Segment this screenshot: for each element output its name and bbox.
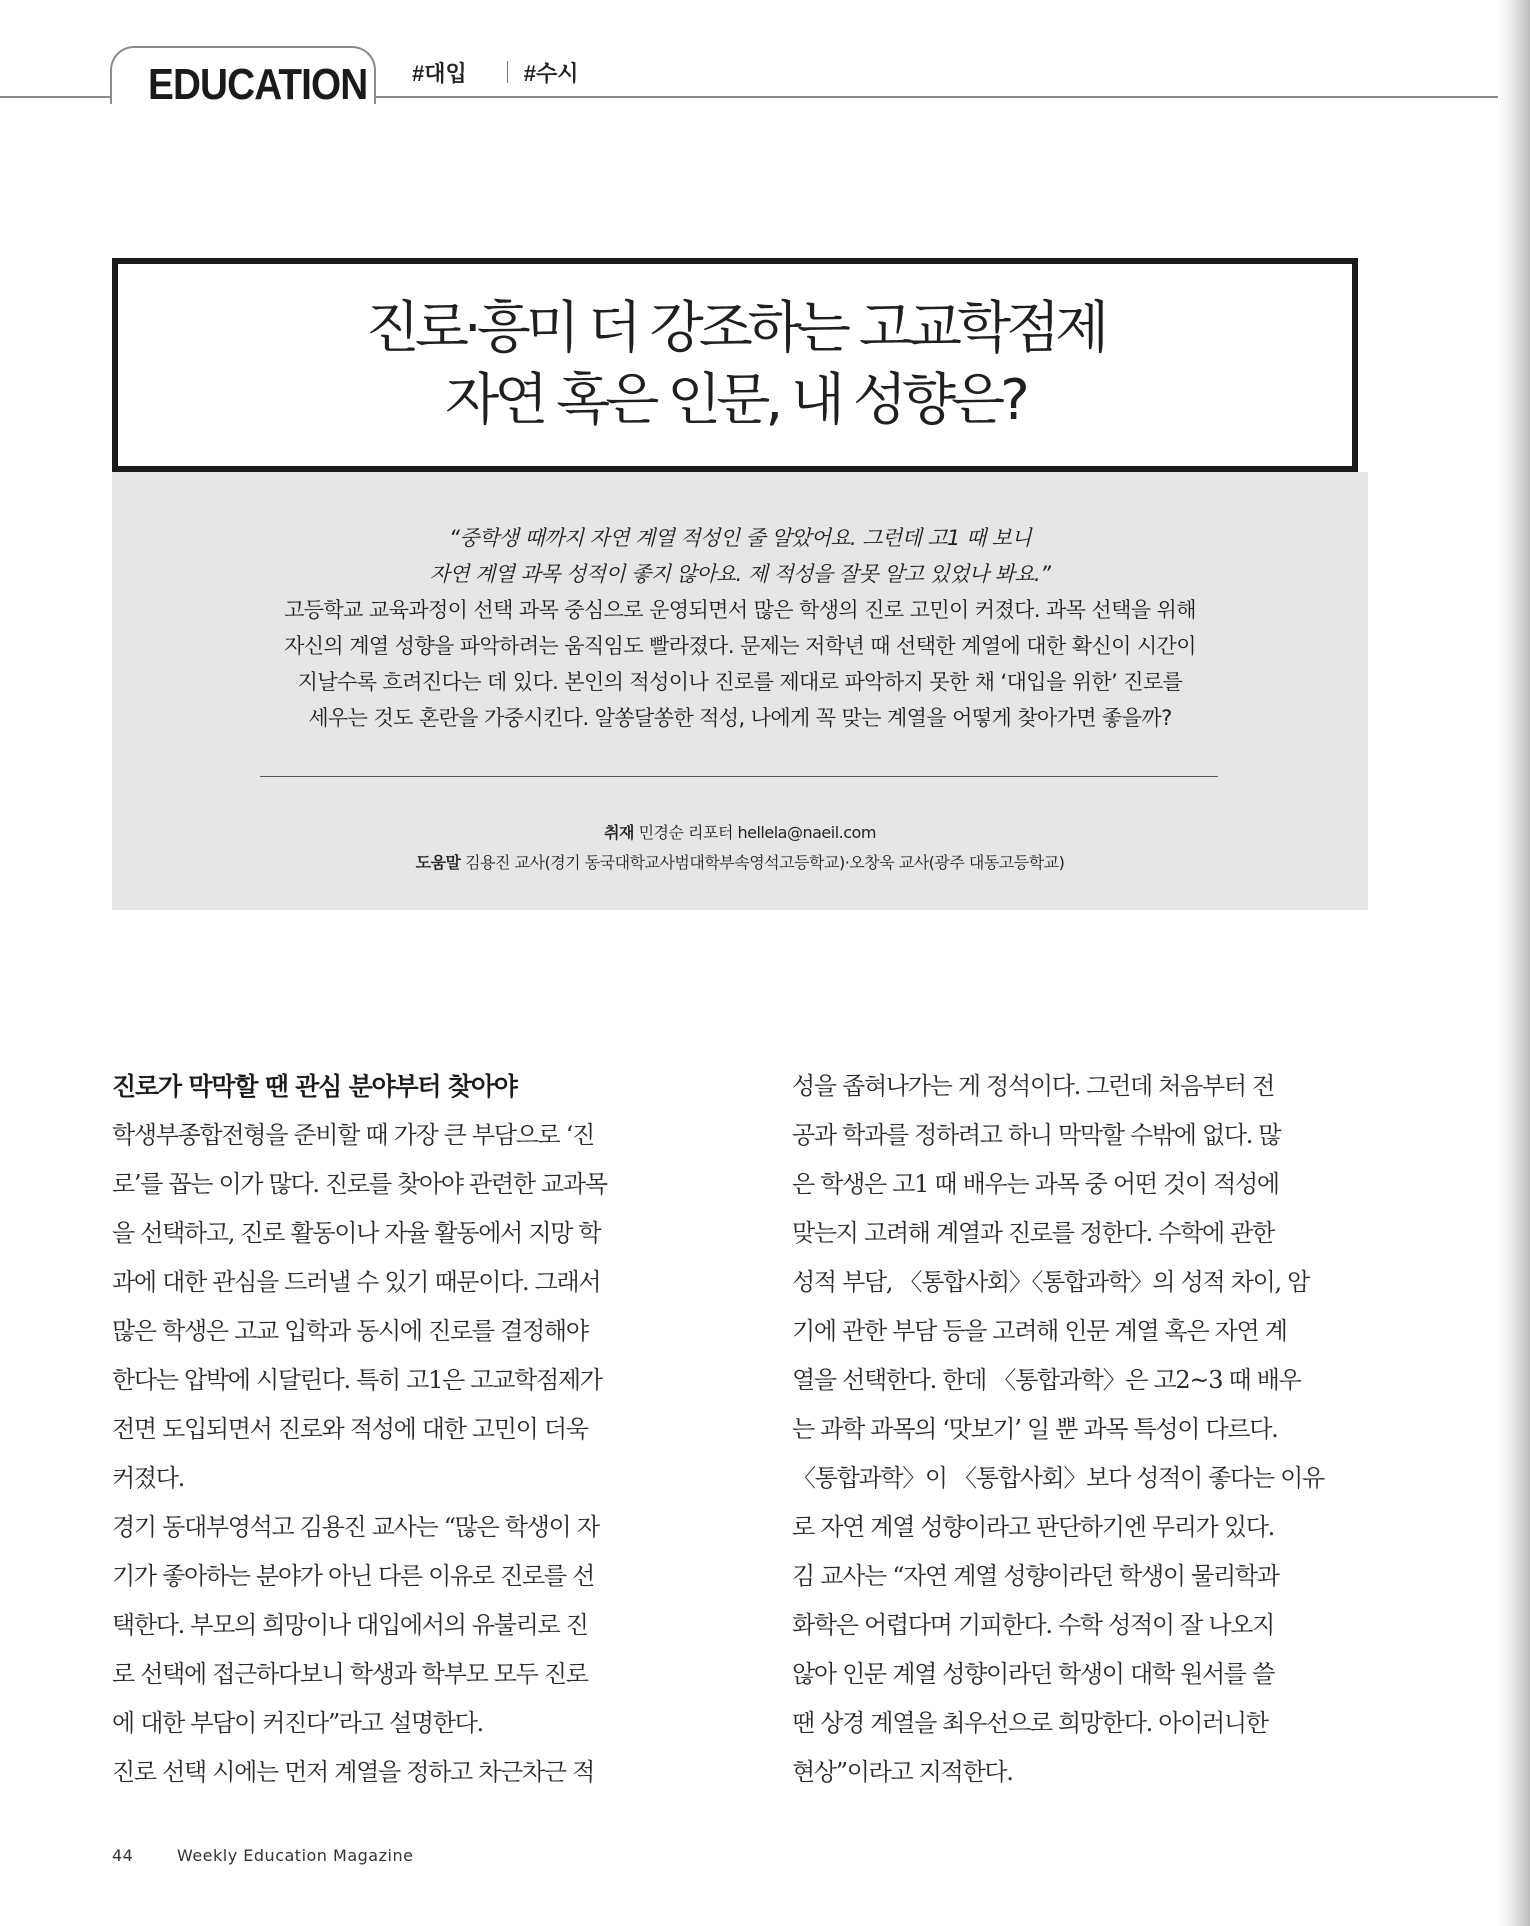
- body-line: 커졌다.: [112, 1464, 184, 1492]
- credit-help: 김용진 교사(경기 동국대학교사범대학부속영석고등학교)·오창욱 교사(광주 대동고등학교): [465, 853, 1065, 872]
- article-column-left: [112, 1062, 702, 1797]
- body-line: 않아 인문 계열 성향이라던 학생이 대학 원서를 쓸: [792, 1660, 1274, 1688]
- body-line: 화학은 어렵다며 기피한다. 수학 성적이 잘 나오지: [792, 1611, 1274, 1639]
- body-line: 은 학생은 고1 때 배우는 과목 중 어떤 것이 적성에: [792, 1170, 1279, 1198]
- body-line: 열을 선택한다. 한데 〈통합과학〉은 고2~3 때 배우: [792, 1366, 1301, 1394]
- page-edge-shadow: [1498, 0, 1530, 1926]
- page-footer: [112, 1846, 413, 1865]
- headline-box: [112, 258, 1358, 472]
- section-label: EDUCATION: [148, 60, 368, 109]
- lead-quote-line: 자연 계열 과목 성적이 좋지 않아요. 제 적성을 잘못 알고 있었나 봐요.”: [429, 562, 1051, 586]
- lead-body-line: 세우는 것도 혼란을 가중시킨다. 알쏭달쏭한 적성, 나에게 꼭 맞는 계열을 어떻게 찾아가면 좋을까?: [308, 706, 1172, 730]
- article-column-right: [792, 1062, 1382, 1797]
- body-line: 학생부종합전형을 준비할 때 가장 큰 부담으로 ‘진: [112, 1121, 594, 1149]
- credits: [112, 818, 1368, 878]
- credit-help-line: [112, 848, 1368, 878]
- tag-early-admission[interactable]: #수시: [523, 60, 579, 86]
- credit-help-label: 도움말: [415, 853, 461, 872]
- credit-reporter-line: [112, 818, 1368, 848]
- tag-admission[interactable]: #대입: [412, 60, 467, 86]
- magazine-name: Weekly Education Magazine: [176, 1846, 414, 1865]
- body-line: 과에 대한 관심을 드러낼 수 있기 때문이다. 그래서: [112, 1268, 601, 1296]
- body-line: 성적 부담, 〈통합사회〉〈통합과학〉의 성적 차이, 암: [792, 1268, 1310, 1296]
- body-line: 택한다. 부모의 희망이나 대입에서의 유불리로 진: [112, 1611, 588, 1639]
- lead-text: [112, 520, 1368, 736]
- headline-line-2: 자연 혹은 인문, 내 성향은?: [445, 368, 1025, 433]
- body-line: 성을 좁혀나가는 게 정석이다. 그런데 처음부터 전: [792, 1072, 1274, 1100]
- body-line: 로 자연 계열 성향이라고 판단하기엔 무리가 있다.: [792, 1513, 1274, 1541]
- body-line: 는 과학 과목의 ‘맛보기’ 일 뿐 과목 특성이 다르다.: [792, 1415, 1278, 1443]
- body-line: 을 선택하고, 진로 활동이나 자율 활동에서 지망 학: [112, 1219, 601, 1247]
- body-line: 공과 학과를 정하려고 하니 막막할 수밖에 없다. 많: [792, 1121, 1281, 1149]
- body-line: 맞는지 고려해 계열과 진로를 정한다. 수학에 관한: [792, 1219, 1274, 1247]
- body-line: 로’를 꼽는 이가 많다. 진로를 찾아야 관련한 교과목: [112, 1170, 607, 1198]
- body-line: 현상”이라고 지적한다.: [792, 1758, 1013, 1786]
- body-line: 많은 학생은 고교 입학과 동시에 진로를 결정해야: [112, 1317, 588, 1345]
- page-number: 44: [112, 1846, 134, 1865]
- lead-body-line: 지날수록 흐려진다는 데 있다. 본인의 적성이나 진로를 제대로 파악하지 못한 채 ‘대입을 위한’ 진로를: [297, 670, 1183, 694]
- lead-body-line: 고등학교 교육과정이 선택 과목 중심으로 운영되면서 많은 학생의 진로 고민이 커졌다. 과목 선택을 위해: [284, 598, 1196, 622]
- body-line: 에 대한 부담이 커진다”라고 설명한다.: [112, 1709, 483, 1737]
- lead-box: [112, 472, 1368, 910]
- body-line: 땐 상경 계열을 최우선으로 희망한다. 아이러니한: [792, 1709, 1268, 1737]
- body-line: 기가 좋아하는 분야가 아닌 다른 이유로 진로를 선: [112, 1562, 594, 1590]
- section-tab: [110, 46, 376, 109]
- lead-divider: [260, 776, 1218, 777]
- body-line: 〈통합과학〉이 〈통합사회〉보다 성적이 좋다는 이유: [792, 1464, 1324, 1492]
- body-line: 진로 선택 시에는 먼저 계열을 정하고 차근차근 적: [112, 1758, 594, 1786]
- article-subheading: 진로가 막막할 땐 관심 분야부터 찾아야: [112, 1072, 517, 1101]
- body-line: 경기 동대부영석고 김용진 교사는 “많은 학생이 자: [112, 1513, 599, 1541]
- lead-body-line: 자신의 계열 성향을 파악하려는 움직임도 빨라졌다. 문제는 저학년 때 선택한 계열에 대한 확신이 시간이: [284, 634, 1196, 658]
- credit-reporter: 민경순 리포터 hellela@naeil.com: [638, 823, 876, 842]
- credit-reporter-label: 취재: [604, 823, 634, 842]
- body-line: 로 선택에 접근하다보니 학생과 학부모 모두 진로: [112, 1660, 588, 1688]
- body-line: 기에 관한 부담 등을 고려해 인문 계열 혹은 자연 계: [792, 1317, 1287, 1345]
- tag-list: [412, 58, 579, 86]
- body-line: 김 교사는 “자연 계열 성향이라던 학생이 물리학과: [792, 1562, 1279, 1590]
- body-line: 전면 도입되면서 진로와 적성에 대한 고민이 더욱: [112, 1415, 588, 1443]
- tag-divider: [507, 61, 508, 83]
- headline-line-1: 진로·흥미 더 강조하는 고교학점제: [365, 296, 1105, 361]
- body-line: 한다는 압박에 시달린다. 특히 고1은 고교학점제가: [112, 1366, 602, 1394]
- lead-quote-line: “중학생 때까지 자연 계열 적성인 줄 알았어요. 그런데 고1 때 보니: [448, 526, 1032, 550]
